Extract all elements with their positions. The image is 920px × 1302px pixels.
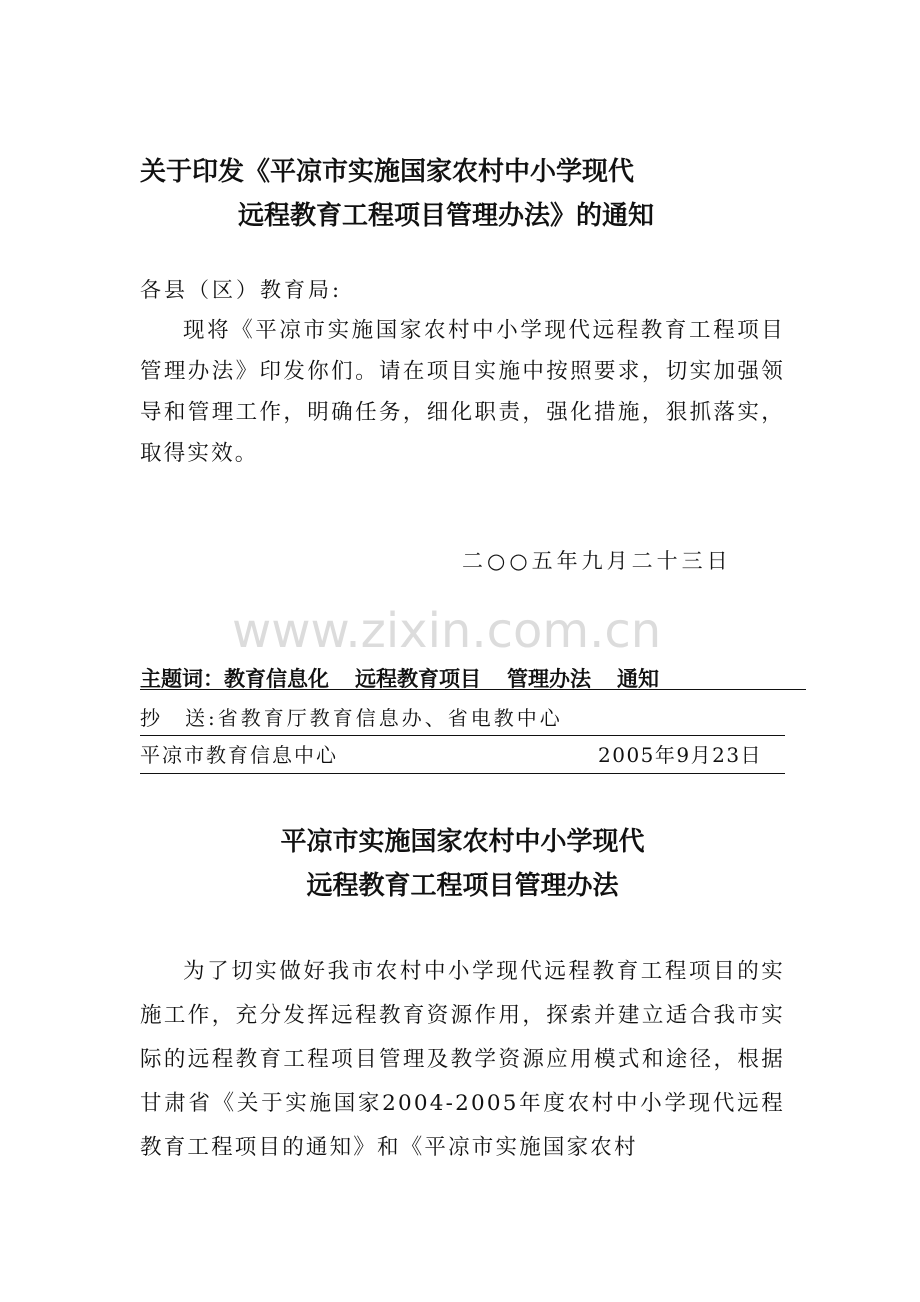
issue-date: 2005年9月23日 <box>598 743 763 767</box>
watermark: www.zixin.com.cn <box>232 603 662 659</box>
notice-title-line1: 关于印发《平凉市实施国家农村中小学现代 <box>140 157 635 187</box>
notice-date: 二○○五年九月二十三日 <box>462 549 732 573</box>
cc-label-2: 送: <box>185 706 218 730</box>
measures-title <box>140 820 785 908</box>
cc-recipients: 省教育厅教育信息办、省电教中心 <box>217 706 563 730</box>
keyword-item: 通知 <box>617 667 659 691</box>
keyword-item: 远程教育项目 <box>355 667 481 691</box>
issuer: 平凉市教育信息中心 <box>140 743 338 767</box>
notice-title <box>140 150 800 238</box>
keywords-label: 主题词： <box>140 667 224 691</box>
salutation: 各县（区）教育局: <box>140 278 343 302</box>
cc-line <box>140 702 563 731</box>
cc-label-1: 抄 <box>140 706 163 730</box>
keyword-item: 管理办法 <box>507 667 591 691</box>
notice-title-line2: 远程教育工程项目管理办法》的通知 <box>238 201 655 231</box>
measures-intro: 为了切实做好我市农村中小学现代远程教育工程项目的实施工作，充分发挥远程教育资源作用，探索并建立适合我市实际的远程教育工程项目管理及教学资源应用模式和途径，根据甘肃省《关于实施国家2004-2005年度农村中小学现代远程教育工程项目的通知》和《平凉市实施国家农村 <box>140 959 785 1160</box>
measures-title-line1: 平凉市实施国家农村中小学现代 <box>280 827 645 857</box>
notice-body: 现将《平凉市实施国家农村中小学现代远程教育工程项目管理办法》印发你们。请在项目实施中按照要求，切实加强领导和管理工作，明确任务，细化职责，强化措施，狠抓落实，取得实效。 <box>140 318 785 466</box>
divider <box>140 735 785 736</box>
divider <box>140 773 785 774</box>
keyword-item: 教育信息化 <box>224 667 329 691</box>
measures-title-line2: 远程教育工程项目管理办法 <box>306 871 619 901</box>
divider <box>140 689 806 690</box>
